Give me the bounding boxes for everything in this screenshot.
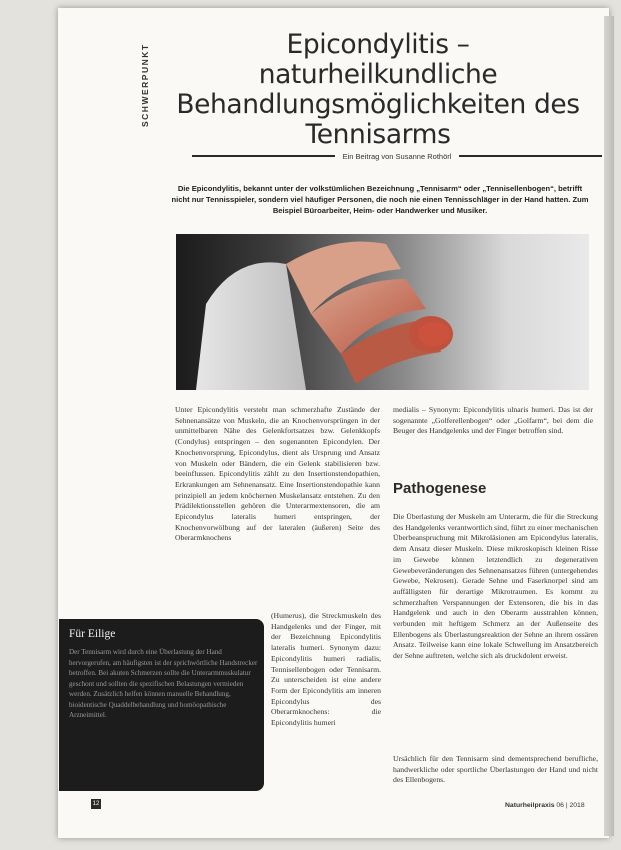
footer-issue: 06 | 2018 [556,802,585,809]
footer [505,802,585,809]
body-text-col1: Unter Epicondylitis versteht man schmerzhafte Zustände der Sehnenansätze von Muskeln, die an Knochenvorsprüngen in der unmittelbaren Nähe des Gelenkfortsatzes bzw. Gelenkkopfs (Condylus) entspringen – den sogenannten Epicondylen. Der Knochenvorsprung, Epicondylus, dient als Ursprung und Ansatz von Muskeln oder Bändern, die ein Gelenk stabilisieren bzw. beeinflussen. Epicondylitis zählt zu den Insertionstendopathien, Erkrankungen am Sehnenansatz. Eine Insertionstendopathie kann prinzipiell an jedem knöchernen Muskelansatz entstehen. Zu den Prädilektionsstellen gehören die Unterarmextensoren, die am Epicondylus lateralis humeri entspringen, der Knochenvorwölbung auf der lateralen (äußeren) Seite des Oberarmknochens [175,405,380,543]
page-number: 12 [92,801,100,807]
section-heading: Pathogenese [393,480,487,497]
body-column-1 [175,405,380,544]
torso-shirt [196,262,306,390]
quick-summary-title: Für Eilige [69,628,116,640]
body-text-col1b: (Humerus), die Streckmuskeln des Handgelenks und der Finger, mit der Bezeichnung Epicondylitis lateralis humeri. Synonym dazu: Epicondylitis humeri radialis, Tennisellenbogen oder Tennisarm. Zu unterscheiden ist eine andere Form der Epicondylitis am inneren Epicondylus des Oberarmknochens: die Epicondylitis humeri [271,611,381,728]
article-title: Epicondylitis – naturheilkundliche Behandlungsmöglichkeiten des Tennisarms [176,29,580,150]
body-text-col2: medialis – Synonym: Epicondylitis ulnaris humeri. Das ist der sogenannte „Golferellenbogen“ oder „Golfarm“, bei dem die Beuger des Handgelenks und der Finger betroffen sind. [393,405,593,436]
pain-highlight [418,322,450,346]
body-column-1b [271,611,381,729]
quick-summary-text: Der Tennisarm wird durch eine Überlastung der Hand hervorgerufen, am häufigsten ist der sprichwörtliche Handstrecker betroffen. Bei akuten Schmerzen sollte die Unterarmmuskulatur geschont und sollten die spezifischen Belastungen vermieden werden. Zusätzlich helfen können manuelle Behandlung, bioidentische Quaddelbehandlung und homöopathische Arzneimittel. [69,648,258,719]
article-photo [176,234,589,390]
byline-rule-right [459,155,602,157]
quick-summary-box [59,619,264,791]
body-text-col2c: Ursächlich für den Tennisarm sind dementsprechend berufliche, handwerkliche oder sportliche Überlastungen der Hand und nicht des Ellenbogens. [393,754,598,785]
section-label: SCHWERPUNKT [140,43,150,127]
footer-magazine: Naturheilpraxis [505,802,555,809]
byline [192,150,602,162]
byline-rule-left [192,155,335,157]
byline-text: Ein Beitrag von Susanne Rothörl [342,151,452,161]
tennis-arm-photo [176,234,589,390]
body-column-2b [393,512,598,662]
page-edge [604,16,614,836]
body-column-2 [393,405,593,437]
lead-paragraph: Die Epicondylitis, bekannt unter der volkstümlichen Bezeichnung „Tennisarm“ oder „Tennisellenbogen“, betrifft nicht nur Tennisspieler, sondern viel häufiger Personen, die noch nie einen Tennisschläger in der Hand hatten. Zum Beispiel Büroarbeiter, Heim- oder Handwerker und Musiker. [171,184,589,215]
body-column-2c [393,754,598,786]
body-text-col2b: Die Überlastung der Muskeln am Unterarm, die für die Streckung des Handgelenks verantwortlich sind, führt zu einer mechanischen Überbeanspruchung mit Mikroläsionen am Epicondylus lateralis, dem Ansatz dieser Muskeln. Diese mikroskopisch kleinen Risse im Gewebe können letztendlich zu degenerativen Gewebeveränderungen des Sehnenansatzes führen (untergehendes Gewebe, Nekrosen). Gerade Sehne und Faserknorpel sind am auffälligsten für derartige Mikrotraumen. Es kommt zu schmerzhaften Verspannungen der Extensoren, die bis in das Handgelenk und auch in den Oberarm ausstrahlen können, verbunden mit heftigem Schmerz an der Außenseite des Ellenbogens als Überlastungsreaktion der Sehne an ihrem ossären Ansatz. Teilweise kann eine lokale Schwellung im Ansatzbereich der Sehne auftreten, welche sich als druckdolent erweist. [393,512,598,661]
